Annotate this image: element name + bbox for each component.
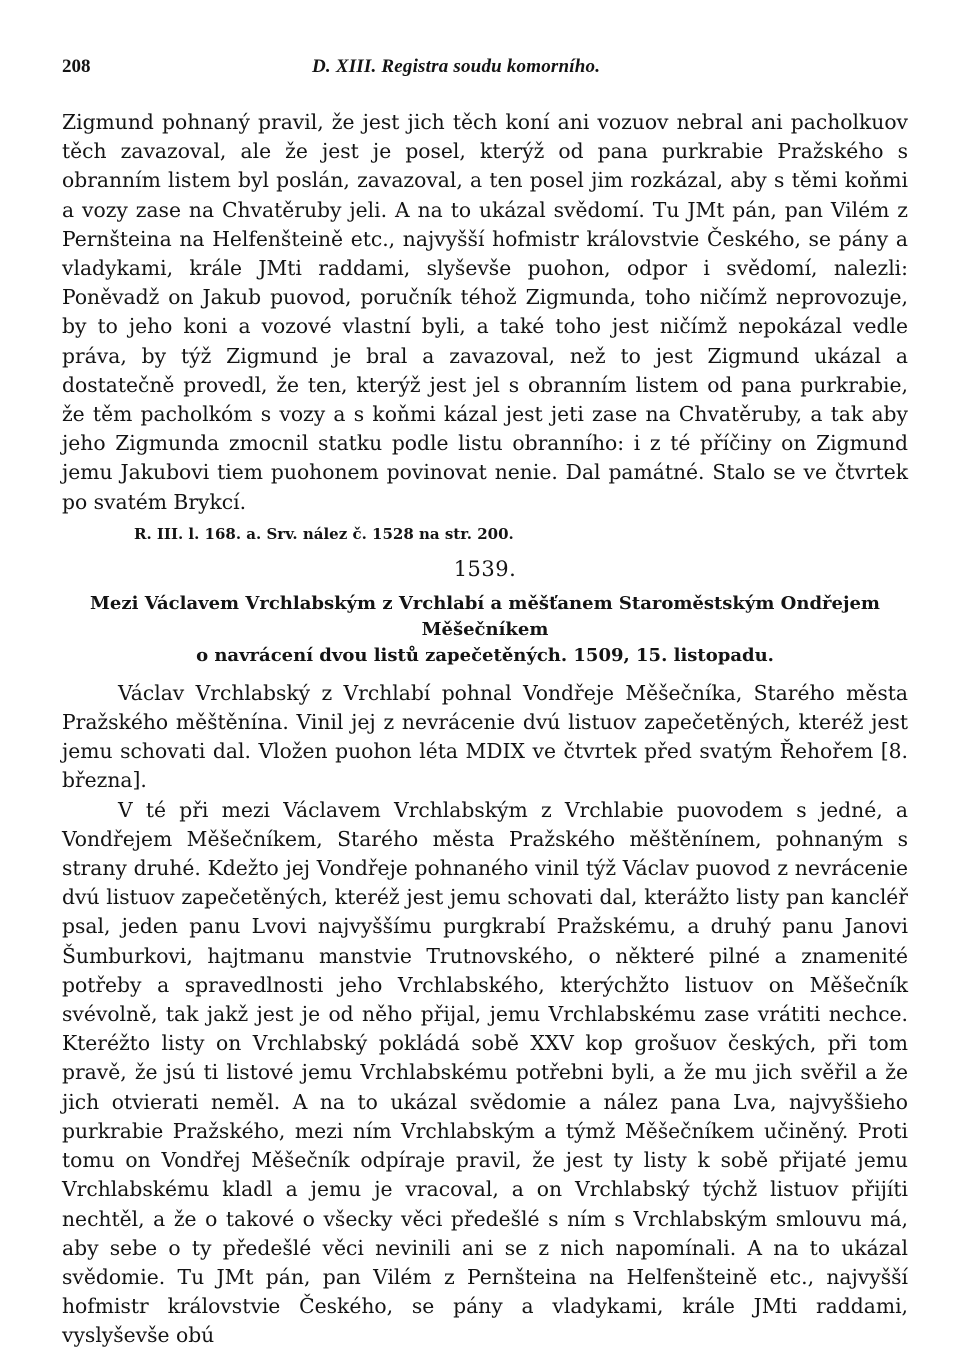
page-number: 208 xyxy=(62,56,91,77)
book-page xyxy=(62,56,908,1351)
case-title-line-1: Mezi Václavem Vrchlabským z Vrchlabí a měšťanem Staroměstským Ondřejem Měšečníkem xyxy=(90,592,880,640)
page-header xyxy=(62,56,908,86)
source-note: R. III. l. 168. a. Srv. nález č. 1528 na str. 200. xyxy=(134,524,514,543)
entry-number-heading: 1539. xyxy=(453,556,517,581)
running-head: D. XIII. Registra soudu komorního. xyxy=(312,56,601,77)
main-text-block xyxy=(62,108,908,517)
case-title xyxy=(62,591,908,669)
paragraph-verdict: Zigmund pohnaný pravil, že jest jich těch koní ani vozuov nebral ani pacholkuov těch zavazoval, ale že jest je posel, kterýž od pana purkrabie Pražského s obranním listem byl poslán, zavazoval, a ten posel jim rozkázal, aby s těmi koňmi a vozy zase na Chvatěruby jeli. A na to ukázal svědomí. Tu JMt pán, pan Vilém z Pernšteina na Helfenšteině etc., najvyšší hofmistr královstvie Českého, se pány a vladykami, krále JMti raddami, slyševše puohon, odpor i svědomí, nalezli: Poněvadž on Jakub puovod, poručník téhož Zigmunda, toho ničímž neprovozuje, by to jeho koni a vozové vlastní byli, a také toho jest ničímž nepokázal vedle práva, by týž Zigmund je bral a zavazoval, než to jest Zigmund ukázal a dostatečně provedl, že ten, kterýž jest jel s obranním listem od pana purkrabie, že těm pacholkóm s vozy a s koňmi kázal jest jeti zase na Chvatěruby, a tak aby jeho Zigmunda zmocnil statku podle listu obranního: i z té příčiny on Zigmund jemu Jakubovi tiem puohonem povinovat nenie. Dal památné. Stalo se ve čtvrtek po svatém Brykcí. xyxy=(62,110,908,514)
paragraph-summons: Václav Vrchlabský z Vrchlabí pohnal Vondřeje Měšečníka, Starého města Pražského měštěnína. Vinil jej z nevrácenie dvú listuov zapečetěných, kteréž jest jemu schovati dal. Vložen puohon léta MDIX ve čtvrtek před svatým Řehořem [8. března]. xyxy=(62,680,908,793)
case-text-block xyxy=(62,679,908,1351)
paragraph-dispute: V té při mezi Václavem Vrchlabským z Vrchlabie puovodem s jedné, a Vondřejem Měšečníkem, Starého města Pražského měštěnínem, pohnaným s strany druhé. Kdežto jej Vondřeje pohnaného vinil týž Václav puovod z nevrácenie dvú listuov zapečetěných, kteréž jest jemu schovati dal, kterážto listy pan kancléř psal, jeden panu Lvovi najvyššímu purgkrabí Pražskému, a druhý panu Janovi Šumburkovi, hajtmanu manstvie Trutnovského, o některé pilné a znamenité potřeby a spravedlnosti jeho Vrchlabského, kterýchžto listuov on Měšečník svévolně, tak jakž jest je od něho přijal, jemu Vrchlabskému zase vrátiti nechce. Kteréžto listy on Vrchlabský pokládá sobě XXV kop grošuov českých, při tom pravě, že jsú ti listové jemu Vrchlabskému potřebni byli, a že mu jich svěřil a že jich otvierati neměl. A na to ukázal svědomie a nález pana Lva, najvyššieho purkrabie Pražského, mezi ním Vrchlabským a týmž Měšečníkem učiněný. Proti tomu on Vondřej Měšečník odpíraje pravil, že jest ty listy k sobě přijaté jemu Vrchlabskému kladl a jemu je vracoval, a on Vrchlabský týchž listuov přijíti nechtěl, a že o takové o všecky věci předešlé s ním s Vrchlabským smlouvu má, aby sebe o ty předešlé věci nevinili ani se z nich napomínali. A na to ukázal svědomie. Tu JMt pán, pan Vilém z Pernšteina na Helfenšteině etc., najvyšší hofmistr královstvie Českého, se pány a vladykami, krále JMti raddami, vyslyševše obú xyxy=(62,797,908,1348)
case-title-line-2: o navrácení dvou listů zapečetěných. 1509, 15. listopadu. xyxy=(196,644,774,666)
